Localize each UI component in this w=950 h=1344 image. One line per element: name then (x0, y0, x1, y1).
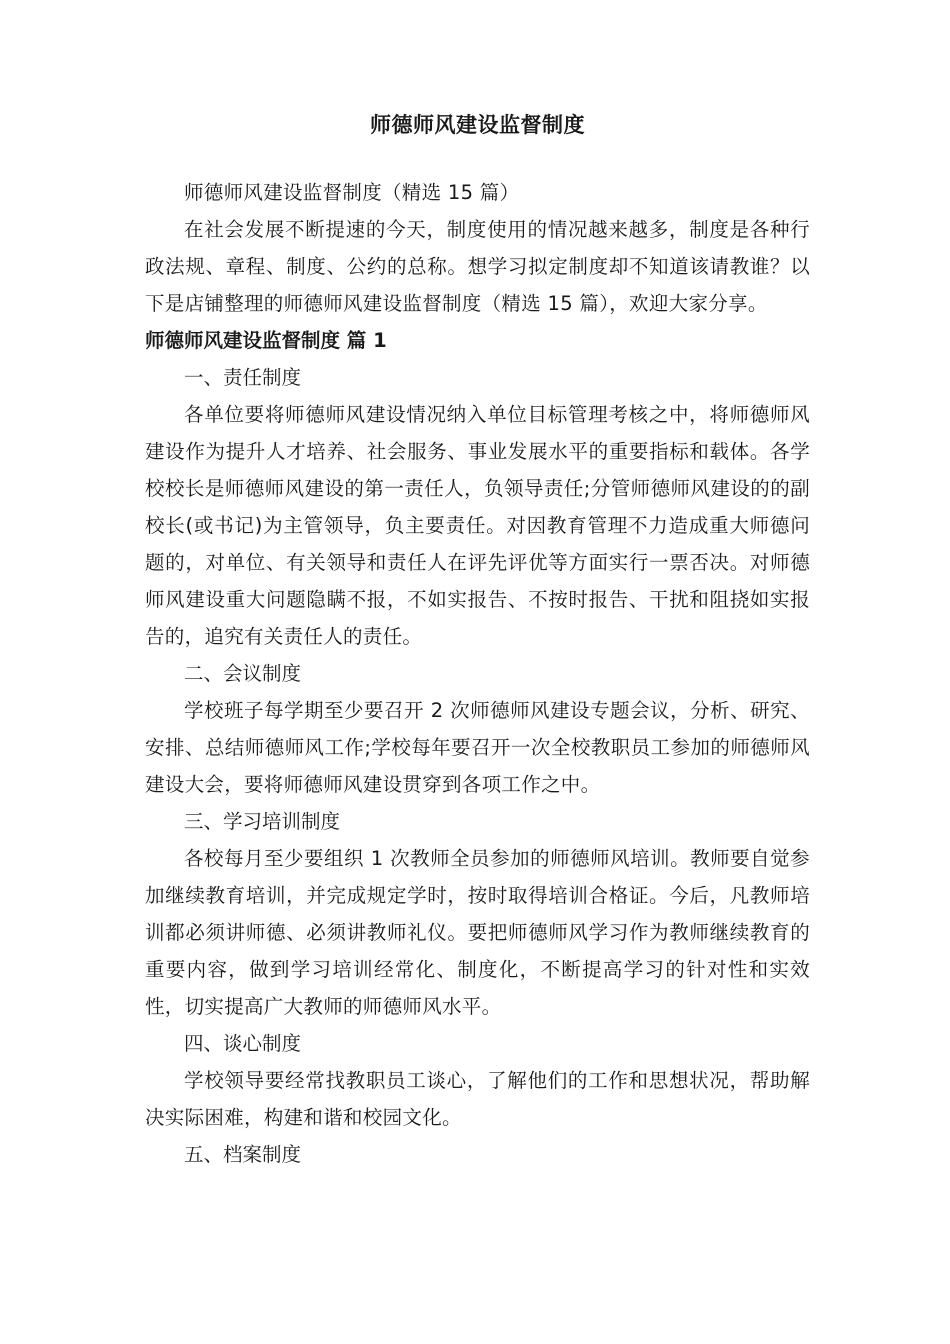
intro-paragraph: 在社会发展不断提速的今天，制度使用的情况越来越多，制度是各种行政法规、章程、制度、公约的总称。想学习拟定制度却不知道该请教谁？以下是店铺整理的师德师风建设监督制度（精选 15 篇），欢迎大家分享。 (145, 218, 810, 315)
item-heading: 一、责任制度 (184, 366, 302, 389)
item-heading: 五、档案制度 (184, 1143, 302, 1166)
item-body: 学校班子每学期至少要召开 2 次师德师风建设专题会议，分析、研究、安排、总结师德师风工作;学校每年要召开一次全校教职员工参加的师德师风建设大会，要将师德师风建设贯穿到各项工作之中。 (145, 699, 810, 796)
item-talk (145, 1025, 810, 1136)
item-archive (145, 1136, 810, 1173)
item-heading: 二、会议制度 (184, 662, 302, 685)
item-heading: 四、谈心制度 (184, 1032, 302, 1055)
item-responsibility (145, 359, 810, 655)
item-body: 学校领导要经常找教职员工谈心，了解他们的工作和思想状况，帮助解决实际困难，构建和谐和校园文化。 (145, 1069, 810, 1129)
item-meeting (145, 655, 810, 803)
item-heading: 三、学习培训制度 (184, 810, 341, 833)
document-subtitle: 师德师风建设监督制度（精选 15 篇） (184, 181, 520, 204)
document-title: 师德师风建设监督制度 (370, 113, 585, 137)
document-page (145, 104, 810, 1173)
item-body: 各单位要将师德师风建设情况纳入单位目标管理考核之中，将师德师风建设作为提升人才培养、社会服务、事业发展水平的重要指标和载体。各学校校长是师德师风建设的第一责任人，负领导责任;分管师德师风建设的的副校长(或书记)为主管领导，负主要责任。对因教育管理不力造成重大师德问题的，对单位、有关领导和责任人在评先评优等方面实行一票否决。对师德师风建设重大问题隐瞒不报，不如实报告、不按时报告、干扰和阻挠如实报告的，追究有关责任人的责任。 (145, 403, 810, 648)
section-heading: 师德师风建设监督制度 篇 1 (145, 329, 387, 352)
item-body: 各校每月至少要组织 1 次教师全员参加的师德师风培训。教师要自觉参加继续教育培训，并完成规定学时，按时取得培训合格证。今后，凡教师培训都必须讲师德、必须讲教师礼仪。要把师德师风学习作为教师继续教育的重要内容，做到学习培训经常化、制度化，不断提高学习的针对性和实效性，切实提高广大教师的师德师风水平。 (145, 847, 810, 1018)
item-training (145, 803, 810, 1025)
